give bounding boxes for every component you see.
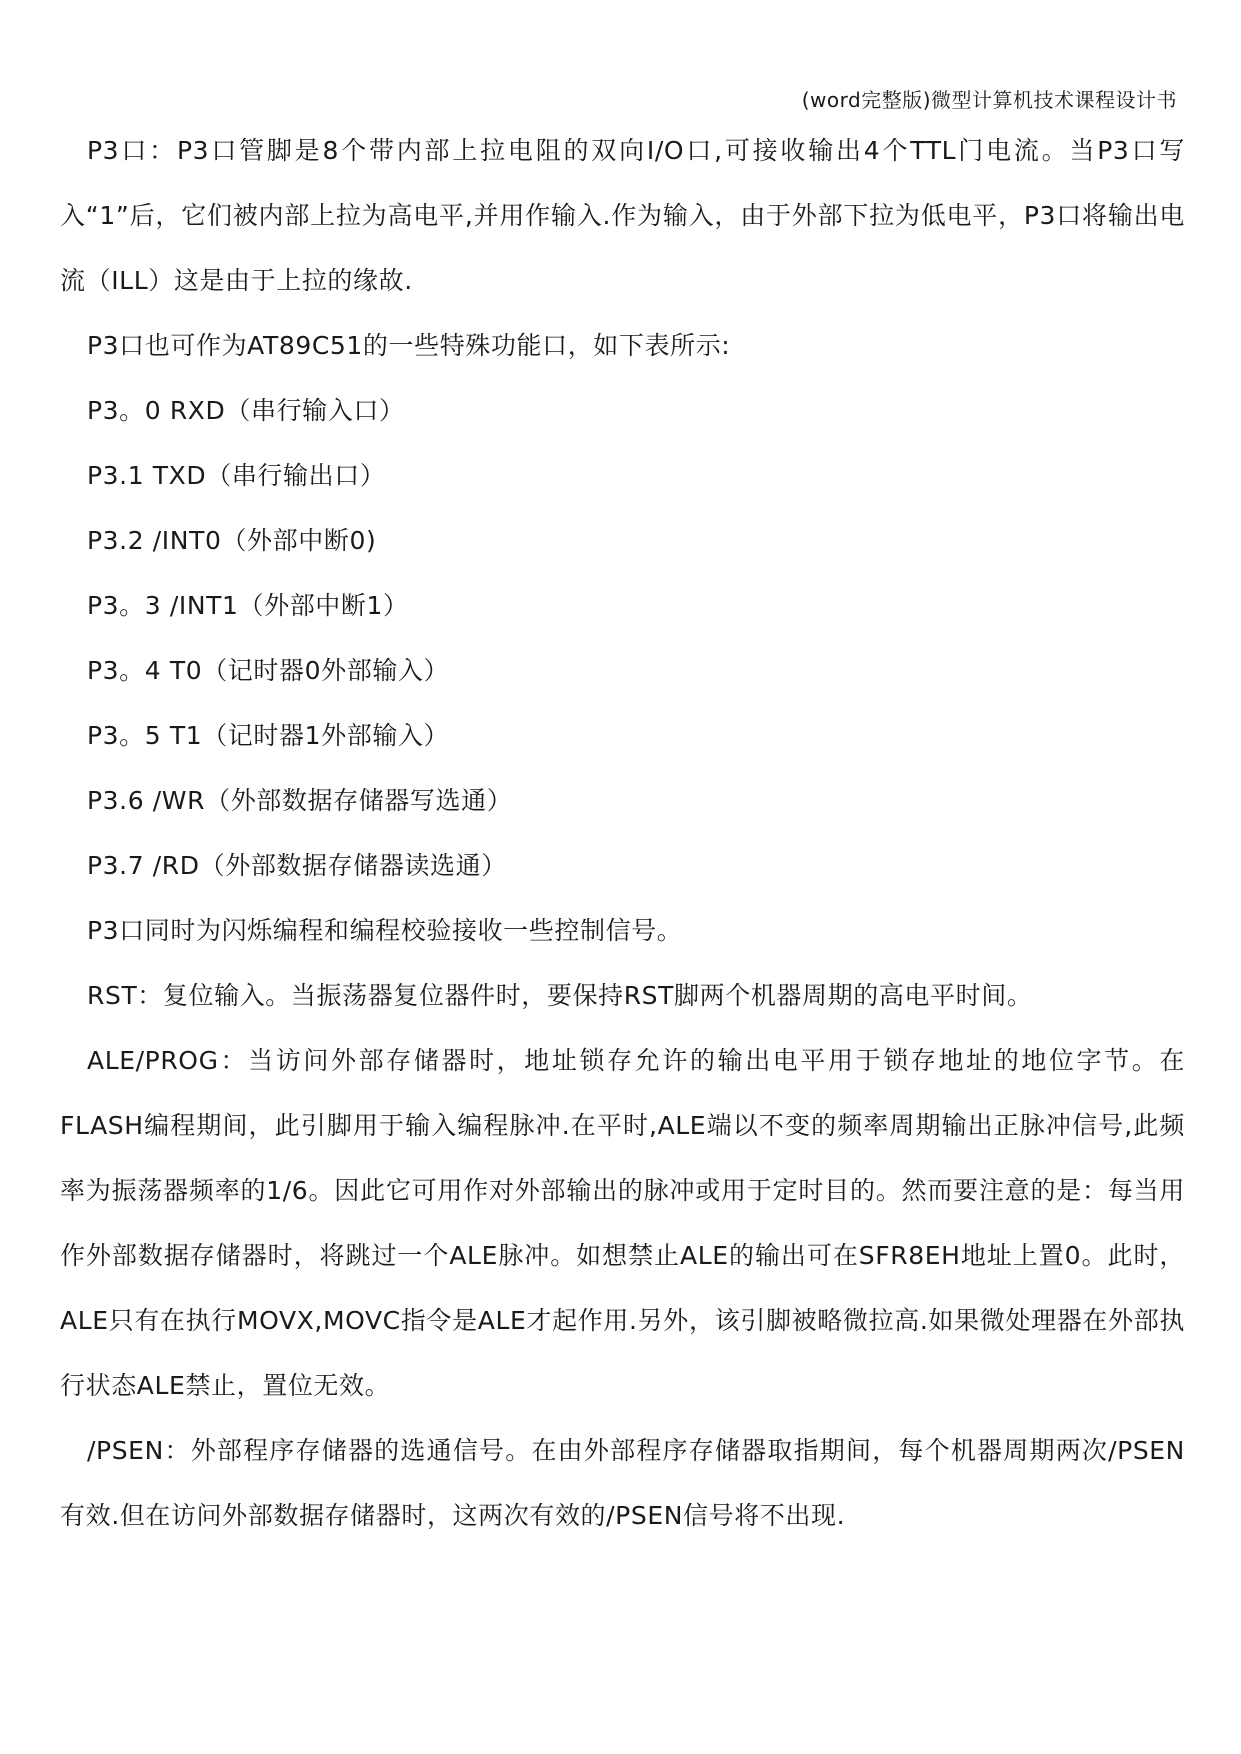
list-item-p3-1: P3.1 TXD（串行输出口） — [87, 461, 386, 490]
list-item-p3-4: P3。4 T0（记时器0外部输入） — [87, 656, 450, 685]
document-body — [60, 118, 1185, 1548]
list-item-p3-6: P3.6 /WR（外部数据存储器写选通） — [87, 786, 513, 815]
paragraph-p3-flash: P3口同时为闪烁编程和编程校验接收一些控制信号。 — [87, 916, 683, 945]
page-header: (word完整版)微型计算机技术课程设计书 — [801, 88, 1177, 112]
paragraph-psen: /PSEN：外部程序存储器的选通信号。在由外部程序存储器取指期间，每个机器周期两次/PSEN有效.但在访问外部数据存储器时，这两次有效的/PSEN信号将不出现. — [60, 1436, 1185, 1530]
paragraph-rst: RST：复位输入。当振荡器复位器件时，要保持RST脚两个机器周期的高电平时间。 — [87, 981, 1033, 1010]
list-item-p3-7: P3.7 /RD（外部数据存储器读选通） — [87, 851, 507, 880]
list-item-p3-2: P3.2 /INT0（外部中断0) — [87, 526, 377, 555]
list-item-p3-0: P3。0 RXD（串行输入口） — [87, 396, 405, 425]
paragraph-p3-special-functions: P3口也可作为AT89C51的一些特殊功能口，如下表所示: — [87, 331, 731, 360]
paragraph-p3-port: P3口：P3口管脚是8个带内部上拉电阻的双向I/O口,可接收输出4个TTL门电流。当P3口写入“1”后，它们被内部上拉为高电平,并用作输入.作为输入，由于外部下拉为低电平，P3口将输出电流（ILL）这是由于上拉的缘故. — [60, 136, 1185, 295]
paragraph-ale-prog: ALE/PROG：当访问外部存储器时，地址锁存允许的输出电平用于锁存地址的地位字节。在FLASH编程期间，此引脚用于输入编程脉冲.在平时,ALE端以不变的频率周期输出正脉冲信号,此频率为振荡器频率的1/6。因此它可用作对外部输出的脉冲或用于定时目的。然而要注意的是：每当用作外部数据存储器时，将跳过一个ALE脉冲。如想禁止ALE的输出可在SFR8EH地址上置0。此时， ALE只有在执行MOVX,MOVC指令是ALE才起作用.另外，该引脚被略微拉高.如果微处理器在外部执行状态ALE禁止，置位无效。 — [60, 1046, 1185, 1400]
list-item-p3-5: P3。5 T1（记时器1外部输入） — [87, 721, 450, 750]
list-item-p3-3: P3。3 /INT1（外部中断1） — [87, 591, 409, 620]
